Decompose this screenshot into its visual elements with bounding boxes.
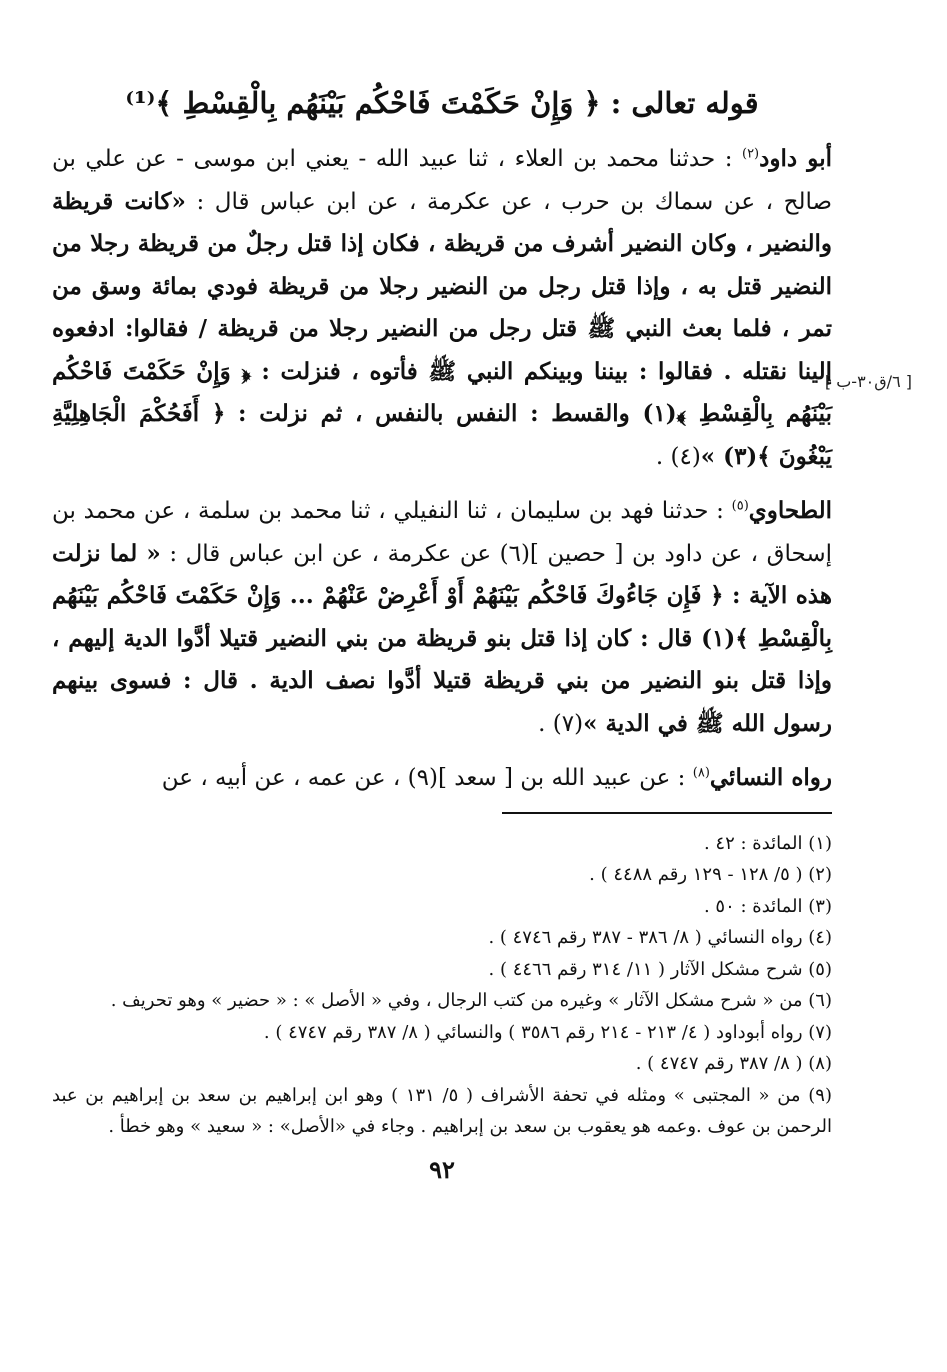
- paragraph-source: رواه النسائي: [709, 764, 832, 791]
- footnote-divider: [502, 812, 832, 814]
- paragraph-source: أبو داود: [759, 145, 832, 172]
- paragraph-tahawi: [52, 490, 832, 745]
- footnote-ref: (٨): [692, 765, 710, 781]
- footnote-6: (٦) من « شرح مشكل الآثار » وغيره من كتب الرجال ، وفي « الأصل » : « حضير » وهو تحريف .: [110, 990, 832, 1011]
- main-text: [52, 78, 832, 1184]
- footnotes: [52, 828, 832, 1143]
- paragraph-source: الطحاوي: [748, 497, 832, 524]
- footnote-4: (٤) رواه النسائي ( ٨/ ٣٨٦ - ٣٨٧ رقم ٤٧٤٦ ) .: [488, 927, 832, 948]
- footnote-ref: (٢): [741, 146, 760, 162]
- footnote-ref: (٥): [731, 498, 749, 514]
- paragraph-hadith: «كانت قريظة والنضير ، وكان النضير أشرف من قريظة ، فكان إذا قتل رجلٌ من قريظة رجلا من النضير قتل به ، وإذا قتل رجل من النضير رجلا من قريظة فودي بمائة وسق من تمر ، فلما بعث النبي ﷺ قتل رجل من النضير رجلا من قريظة / فقالوا: ادفعوه إلينا نقتله . فقالوا : بيننا وبينكم النبي ﷺ فأتوه ، فنزلت : ﴿ وَإِنْ حَكَمْتَ فَاحْكُم بَيْنَهُم بِالْقِسْطِ ﴾(١) والقسط : النفس بالنفس ، ثم نزلت : ﴿ أَفَحُكْمَ الْجَاهِلِيَّةِ يَبْغُونَ ﴾(٣) »: [52, 187, 832, 470]
- footnote-5: (٥) شرح مشكل الآثار ( ١١/ ٣١٤ رقم ٤٤٦٦ ) .: [488, 958, 832, 980]
- paragraph-end: (٧) .: [538, 710, 584, 737]
- paragraph-text: : حدثنا محمد بن العلاء ، ثنا عبيد الله - يعني ابن موسى - عن علي بن صالح ، عن سماك بن حرب ، عن عكرمة ، عن ابن عباس قال :: [52, 146, 832, 215]
- section-heading: قوله تعالى : ﴿ وَإِنْ حَكَمْتَ فَاحْكُم بَيْنَهُم بِالْقِسْطِ ﴾⁽¹⁾: [125, 86, 759, 120]
- paragraph-hadith: « لما نزلت هذه الآية : ﴿ فَإِن جَاءُوكَ فَاحْكُم بَيْنَهُمْ أَوْ أَعْرِضْ عَنْهُمْ ... وَإِنْ حَكَمْتَ فَاحْكُم بَيْنَهُم بِالْقِسْطِ ﴾(١) قال : كان إذا قتل بنو قريظة من بني النضير قتيلا أدَّوا الدية إليهم ، وإذا قتل بنو النضير من بني قريظة قتيلا أدَّوا نصف الدية . قال : فسوى بينهم رسول الله ﷺ في الدية »: [52, 539, 833, 737]
- footnote-3: (٣) المائدة : ٥٠ .: [703, 895, 832, 917]
- paragraph-text: : عن عبيد الله بن [ سعد ](٩) ، عن عمه ، عن أبيه ، عن: [161, 765, 693, 791]
- footnote-1: (١) المائدة : ٤٢ .: [703, 832, 832, 854]
- paragraph-text: : حدثنا فهد بن سليمان ، ثنا النفيلي ، ثنا محمد بن سلمة ، عن محمد بن إسحاق ، عن داود بن [ حصين ](٦) عن عكرمة ، عن ابن عباس قال :: [52, 498, 832, 567]
- footnote-2: (٢) ( ٥/ ١٢٨ - ١٢٩ رقم ٤٤٨٨ ) .: [589, 864, 832, 885]
- page-number: ٩٢: [429, 1154, 455, 1184]
- paragraph-abu-dawud: [52, 138, 832, 478]
- paragraph-nasai: [52, 757, 832, 800]
- footnote-9: (٩) من « المجتبى » ومثله في تحفة الأشراف ( ٥/ ١٣١ ) وهو ابن إبراهيم بن سعد بن إبراهيم بن عبد الرحمن بن عوف .وعمه هو يعقوب بن سعد بن إبراهيم . وجاء في «الأصل» : « سعيد » وهو خطأ .: [52, 1084, 832, 1137]
- paragraph-end: (٤) .: [655, 443, 701, 470]
- footnote-7: (٧) رواه أبوداود ( ٤/ ٢١٣ - ٢١٤ رقم ٣٥٨٦ ) والنسائي ( ٨/ ٣٨٧ رقم ٤٧٤٧ ) .: [263, 1021, 832, 1043]
- manuscript-folio-note: [ ٦/ق٣٠-ب ]: [824, 372, 912, 391]
- footnote-8: (٨) ( ٨/ ٣٨٧ رقم ٤٧٤٧ ) .: [635, 1053, 832, 1074]
